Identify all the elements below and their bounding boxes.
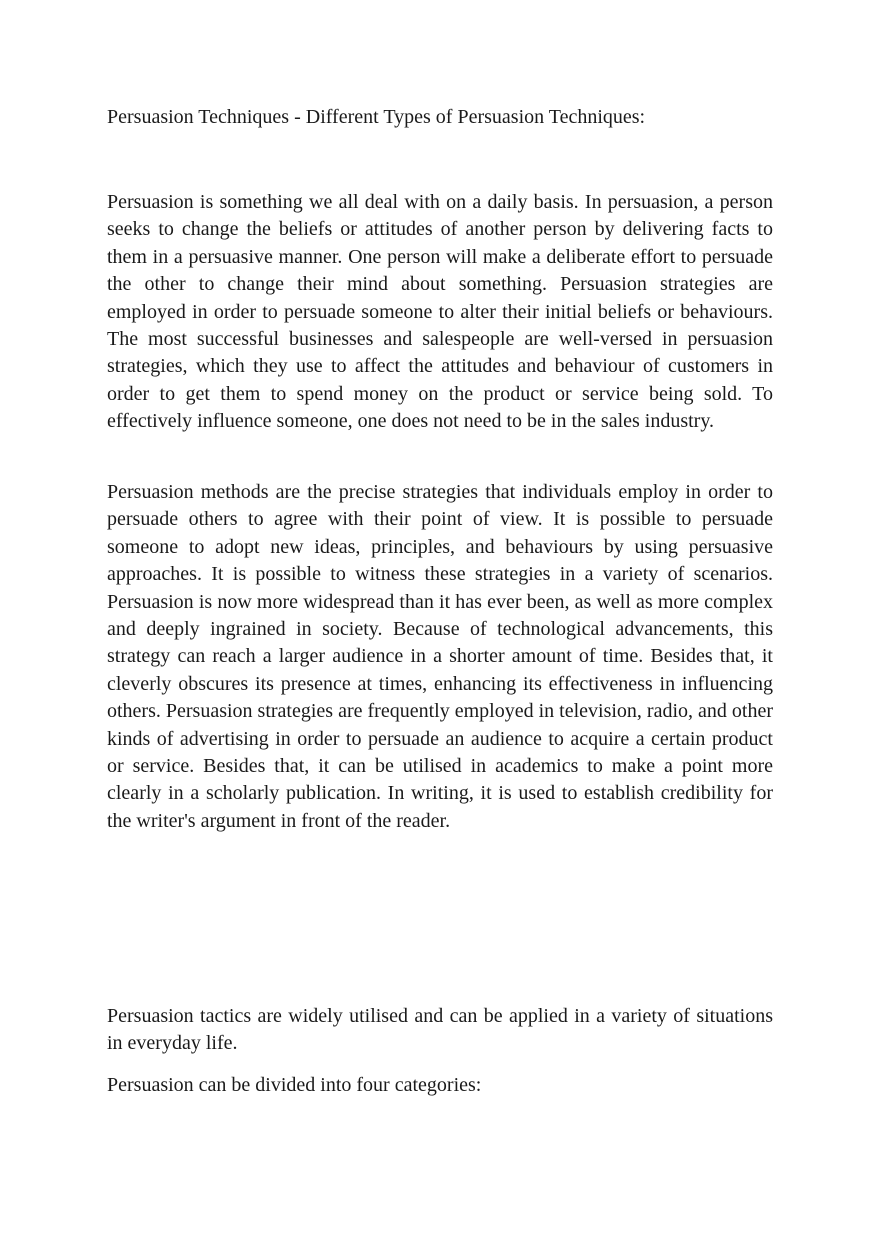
paragraph-methods: Persuasion methods are the precise strategies that individuals employ in order to persuade others to agree with their point of view. It is possible to persuade someone to adopt new ideas, principles, and behaviours by using persuasive approaches. It is possible to witness these strategies in a variety of scenarios. Persuasion is now more widespread than it has ever been, as well as more complex and deeply ingrained in society. Because of technological advancements, this strategy can reach a larger audience in a shorter amount of time. Besides that, it cleverly obscures its presence at times, enhancing its effectiveness in influencing others. Persuasion strategies are frequently employed in television, radio, and other kinds of advertising in order to persuade an audience to acquire a certain product or service. Besides that, it can be utilised in academics to make a point more clearly in a scholarly publication. In writing, it is used to establish credibility for the writer's argument in front of the reader. [107, 481, 773, 832]
paragraph-intro: Persuasion is something we all deal with on a daily basis. In persuasion, a person seeks to change the beliefs or attitudes of another person by delivering facts to them in a persuasive manner. One person will make a deliberate effort to persuade the other to change their mind about something. Persuasion strategies are employed in order to persuade someone to alter their initial beliefs or behaviours. The most successful businesses and salespeople are well-versed in persuasion strategies, which they use to affect the attitudes and behaviour of customers in order to get them to spend money on the product or service being sold. To effectively influence someone, one does not need to be in the sales industry. [107, 191, 773, 433]
paragraph-categories: Persuasion can be divided into four categories: [107, 1074, 482, 1096]
paragraph-tactics: Persuasion tactics are widely utilised and can be applied in a variety of situations in everyday life. [107, 1005, 773, 1055]
document-title: Persuasion Techniques - Different Types of Persuasion Techniques: [107, 106, 646, 128]
